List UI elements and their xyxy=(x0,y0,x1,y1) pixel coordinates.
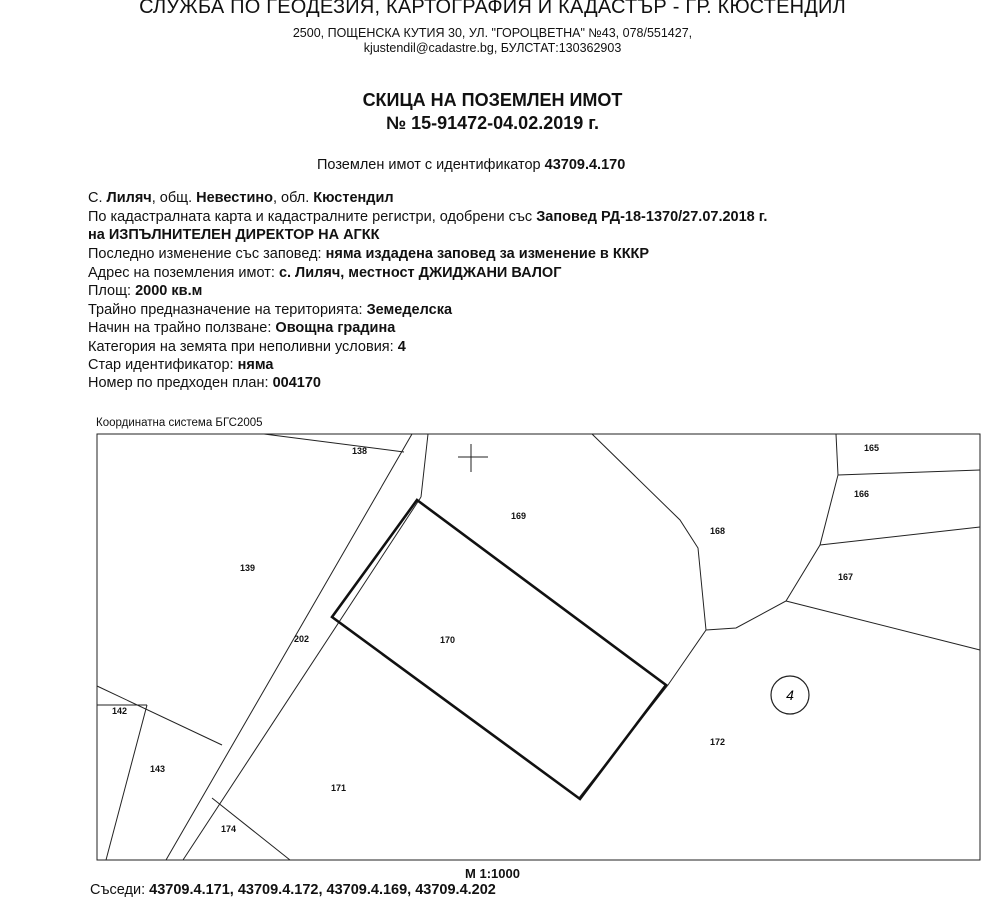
boundary-169-168 xyxy=(578,434,706,799)
parcel-label-202: 202 xyxy=(294,634,310,644)
parcel-label-171: 171 xyxy=(331,783,347,793)
parcel-170-outline xyxy=(332,500,666,799)
parcel-label-143: 143 xyxy=(150,764,166,774)
boundary-165-166 xyxy=(838,470,980,475)
info-text: , обл. xyxy=(272,190,314,206)
category-mark: 4 xyxy=(786,687,794,703)
info-text: Адрес на поземления имот: xyxy=(88,265,279,281)
info-text: няма xyxy=(237,357,274,373)
parcel-label-165: 165 xyxy=(864,443,880,453)
grid-cross-mark xyxy=(458,444,488,472)
boundary-168-167 xyxy=(706,434,838,630)
document-title: СКИЦА НА ПОЗЕМЛЕН ИМОТ xyxy=(362,90,623,110)
parcel-label-170: 170 xyxy=(440,635,456,645)
info-text: Начин на трайно ползване: xyxy=(88,320,276,336)
info-text: 4 xyxy=(397,339,406,355)
road-edge-left xyxy=(166,434,412,860)
parcel-label-169: 169 xyxy=(511,511,527,521)
info-text: Стар идентификатор: xyxy=(88,357,238,373)
info-text: Земеделска xyxy=(366,302,453,318)
info-text: Последно изменение със заповед: xyxy=(88,246,326,262)
info-text: 004170 xyxy=(272,375,321,391)
info-text: С. xyxy=(88,190,107,206)
neighbors-line xyxy=(90,882,496,898)
agency-name: СЛУЖБА ПО ГЕОДЕЗИЯ, КАРТОГРАФИЯ И КАДАСТЪР - ГР. КЮСТЕНДИЛ xyxy=(139,0,846,18)
parcel-label-168: 168 xyxy=(710,526,726,536)
info-text: Категория на земята при неполивни условия: xyxy=(88,339,398,355)
info-text: Невестино xyxy=(196,190,273,206)
parcel-label-166: 166 xyxy=(854,489,870,499)
info-text: Заповед РД-18-1370/27.07.2018 г. xyxy=(536,209,768,225)
road-edge-right xyxy=(183,497,421,860)
map-scale: М 1:1000 xyxy=(465,866,520,881)
road-top-edge xyxy=(421,434,428,497)
info-text: Лиляч xyxy=(106,190,152,206)
info-text: , общ. xyxy=(151,190,197,206)
agency-contacts: kjustendil@cadastre.bg, БУЛСТАТ:130362903 xyxy=(363,41,622,55)
document-number: № 15-91472-04.02.2019 г. xyxy=(386,113,599,133)
boundary-138-139 xyxy=(264,434,404,452)
info-text: Трайно предназначение на територията: xyxy=(88,302,367,318)
parcel-label-138: 138 xyxy=(352,446,368,456)
map-frame xyxy=(97,434,980,860)
identifier-label: Поземлен имот с идентификатор xyxy=(317,157,545,173)
info-text: Номер по предходен план: xyxy=(88,375,273,391)
parcel-label-172: 172 xyxy=(710,737,726,747)
coord-system-label: Координатна система БГС2005 xyxy=(96,417,263,429)
info-text: Кюстендил xyxy=(313,190,394,206)
info-text: 2000 кв.м xyxy=(135,283,203,299)
neighbors-value: 43709.4.171, 43709.4.172, 43709.4.169, 43709.4.202 xyxy=(149,882,496,898)
info-text: По кадастралната карта и кадастралните регистри, одобрени със xyxy=(88,209,537,225)
boundary-167-172 xyxy=(786,601,980,650)
parcel-label-174: 174 xyxy=(221,824,237,834)
info-text: с. Лиляч, местност ДЖИДЖАНИ ВАЛОГ xyxy=(278,265,562,281)
agency-address: 2500, ПОЩЕНСКА КУТИЯ 30, УЛ. "ГОРОЦВЕТНА" №43, 078/551427, xyxy=(292,26,693,40)
info-text: няма издадена заповед за изменение в КККР xyxy=(325,246,650,262)
parcel-label-167: 167 xyxy=(838,572,854,582)
identifier-value: 43709.4.170 xyxy=(544,157,626,173)
neighbors-label: Съседи: xyxy=(90,882,150,898)
parcel-label-142: 142 xyxy=(112,706,128,716)
info-text: на ИЗПЪЛНИТЕЛЕН ДИРЕКТОР НА АГКК xyxy=(88,227,380,243)
boundary-166-167 xyxy=(820,527,980,545)
boundary-142-143 xyxy=(106,705,147,860)
info-text: Площ: xyxy=(88,283,136,299)
info-text: Овощна градина xyxy=(275,320,396,336)
parcel-label-139: 139 xyxy=(240,563,256,573)
